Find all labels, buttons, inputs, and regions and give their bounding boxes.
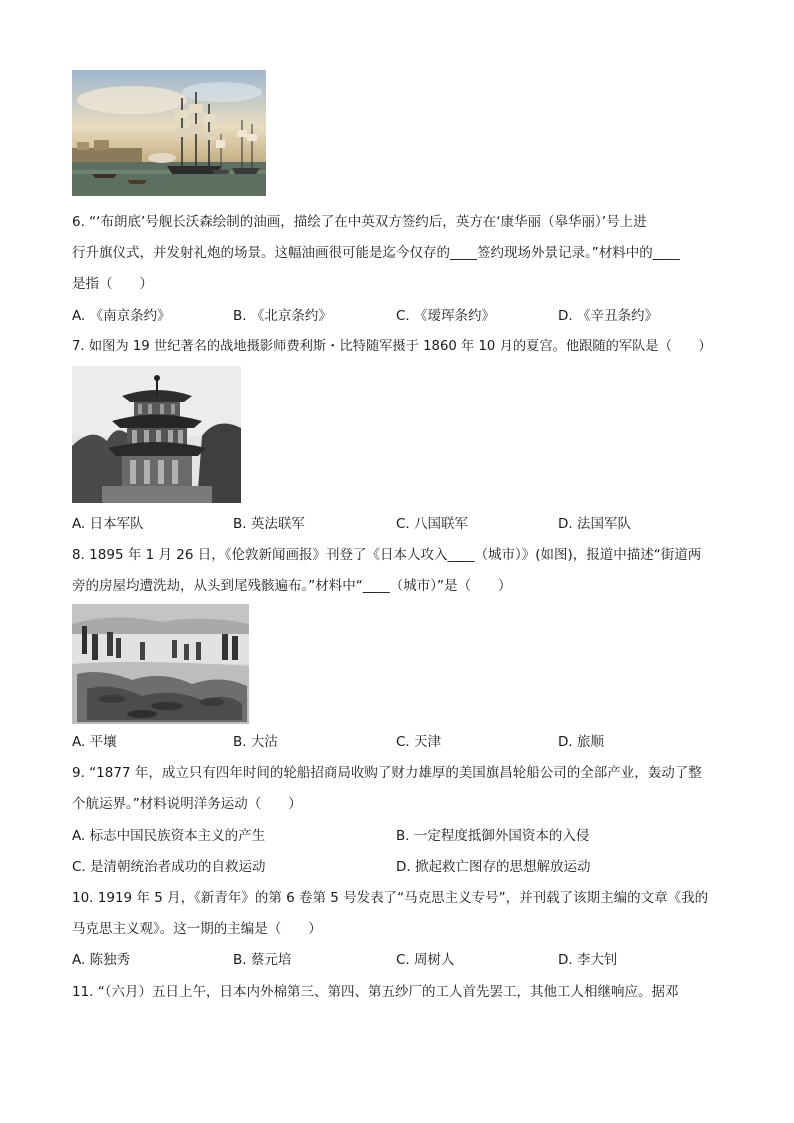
question-8-option-c[interactable]: C. 天津 [396, 734, 442, 750]
question-8-line-1: 8. 1895 年 1 月 26 日，《伦敦新闻画报》刊登了《日本人攻入____（城市）》(如图)，报道中描述“街道两 [72, 547, 702, 563]
question-10-line-1: 10. 1919 年 5 月，《新青年》的第 6 卷第 5 号发表了“马克思主义专号”，并刊载了该期主编的文章《我的 [72, 890, 709, 906]
oil-painting-ships-image [72, 70, 266, 196]
question-11-line-1: 11. “（六月）五日上午，日本内外棉第三、第四、第五纱厂的工人首先罢工，其他工人相继响应。据邓 [72, 984, 679, 1000]
question-9-line-2: 个航运界。”材料说明洋务运动（ ） [72, 796, 302, 812]
question-6-option-a[interactable]: A. 《南京条约》 [72, 308, 171, 324]
question-10-option-d[interactable]: D. 李大钊 [558, 952, 618, 968]
question-9-line-1: 9. “1877 年，成立只有四年时间的轮船招商局收购了财力雄厚的美国旗昌轮船公司的全部产业，轰动了整 [72, 765, 702, 781]
question-6-option-d[interactable]: D. 《辛丑条约》 [558, 308, 658, 324]
question-9-option-c[interactable]: C. 是清朝统治者成功的自救运动 [72, 859, 266, 875]
question-9-option-d[interactable]: D. 掀起救亡图存的思想解放运动 [396, 859, 591, 875]
question-7-option-c[interactable]: C. 八国联军 [396, 516, 469, 532]
question-7-option-d[interactable]: D. 法国军队 [558, 516, 631, 532]
question-6-line-3: 是指（ ） [72, 276, 153, 292]
question-9-option-b[interactable]: B. 一定程度抵御外国资本的入侵 [396, 828, 590, 844]
question-6-option-b[interactable]: B. 《北京条约》 [233, 308, 332, 324]
question-9-option-a[interactable]: A. 标志中国民族资本主义的产生 [72, 828, 266, 844]
question-7-line-1: 7. 如图为 19 世纪著名的战地摄影师费利斯・比特随军摄于 1860 年 10 月的夏宫。他跟随的军队是（ ） [72, 339, 712, 354]
question-6-line-2: 行升旗仪式，并发射礼炮的场景。这幅油画很可能是迄今仅存的____签约现场外景记录。”材料中的____ [72, 245, 680, 261]
question-10-option-c[interactable]: C. 周树人 [396, 952, 455, 968]
question-8-option-b[interactable]: B. 大沽 [233, 734, 278, 750]
newspaper-illustration-image [72, 604, 249, 724]
summer-palace-photo-image [72, 366, 241, 503]
question-6-option-c[interactable]: C. 《瑷珲条约》 [396, 308, 496, 324]
question-8-line-2: 旁的房屋均遭洗劫，从头到尾残骸遍布。”材料中“____（城市）”是（ ） [72, 578, 512, 594]
question-7-option-a[interactable]: A. 日本军队 [72, 516, 144, 532]
question-8-option-a[interactable]: A. 平壤 [72, 734, 117, 750]
question-10-option-b[interactable]: B. 蔡元培 [233, 952, 292, 968]
question-6-line-1: 6. “‘布朗底’号舰长沃森绘制的油画，描绘了在中英双方签约后，英方在‘康华丽（皋华丽）’号上进 [72, 214, 647, 230]
question-10-line-2: 马克思主义观》。这一期的主编是（ ） [72, 921, 322, 937]
question-7-option-b[interactable]: B. 英法联军 [233, 516, 305, 532]
question-10-option-a[interactable]: A. 陈独秀 [72, 952, 131, 968]
question-8-option-d[interactable]: D. 旅顺 [558, 734, 604, 750]
